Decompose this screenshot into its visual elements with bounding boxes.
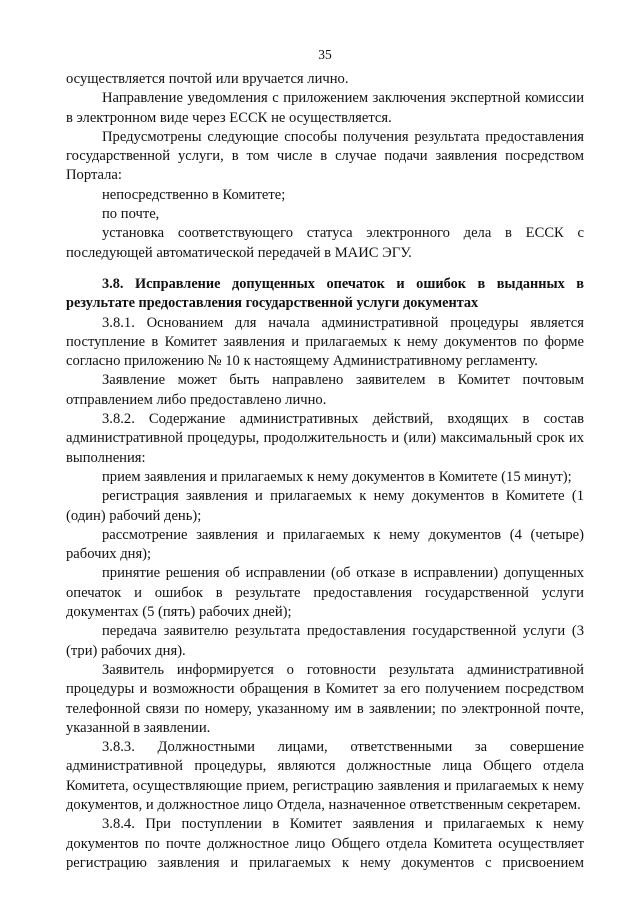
list-item: прием заявления и прилагаемых к нему документов в Комитете (15 минут);: [102, 468, 572, 485]
paragraph: Заявление может быть направлено заявителем в Комитет почтовым отправлением либо предоставлено лично.: [66, 372, 584, 408]
paragraph: 3.8.2. Содержание административных действий, входящих в состав административной процедуры, продолжительность и (или) максимальный срок их выполнения:: [66, 411, 584, 466]
list-item: непосредственно в Комитете;: [102, 186, 286, 203]
paragraph: 3.8.3. Должностными лицами, ответственными за совершение административной процедуры, являются должностные лица Общего отдела Комитета, осуществляющие прием, регистрацию заявления и прилагаемых к нему документов, и должностное лицо Отдела, назначенное ответственным секретарем.: [66, 739, 584, 813]
list-item: по почте,: [102, 206, 160, 223]
paragraph: 3.8.4. При поступлении в Комитет заявления и прилагаемых к нему документов по почте должностное лицо Общего отдела Комитета осуществляет регистрацию заявления и прилагаемых к нему документов с присвоением: [66, 816, 584, 871]
paragraph: осуществляется почтой или вручается лично.: [66, 71, 349, 87]
page-number: 35: [318, 47, 332, 62]
list-item: рассмотрение заявления и прилагаемых к нему документов (4 (четыре) рабочих дня);: [66, 526, 584, 563]
document-body: [66, 70, 584, 873]
section-heading: 3.8. Исправление допущенных опечаток и ошибок в выданных в результате предоставления государственной услуги документах: [66, 275, 584, 312]
list-item: регистрация заявления и прилагаемых к нему документов в Комитете (1 (один) рабочий день);: [66, 488, 584, 524]
list-item: принятие решения об исправлении (об отказе в исправлении) допущенных опечаток и ошибок в результате предоставления государственной услуги документах (5 (пять) рабочих дней);: [66, 565, 584, 621]
paragraph: Заявитель информируется о готовности результата административной процедуры и возможности обращения в Комитет за его получением посредством телефонной связи по номеру, указанному им в заявлении; по электронной почте, указанной в заявлении.: [66, 661, 584, 736]
paragraph: 3.8.1. Основанием для начала административной процедуры является поступление в Комитет заявления и прилагаемых к нему документов по форме согласно приложению № 10 к настоящему Административному регламенту.: [66, 314, 584, 370]
list-item: передача заявителю результата предоставления государственной услуги (3 (три) рабочих дня).: [66, 623, 584, 659]
list-item: установка соответствующего статуса электронного дела в ЕССК с последующей автоматической передачей в МАИС ЭГУ.: [66, 225, 584, 261]
paragraph: Направление уведомления с приложением заключения экспертной комиссии в электронном виде через ЕССК не осуществляется.: [66, 90, 584, 126]
paragraph: Предусмотрены следующие способы получения результата предоставления государственной услуги, в том числе в случае подачи заявления посредством Портала:: [66, 128, 584, 184]
